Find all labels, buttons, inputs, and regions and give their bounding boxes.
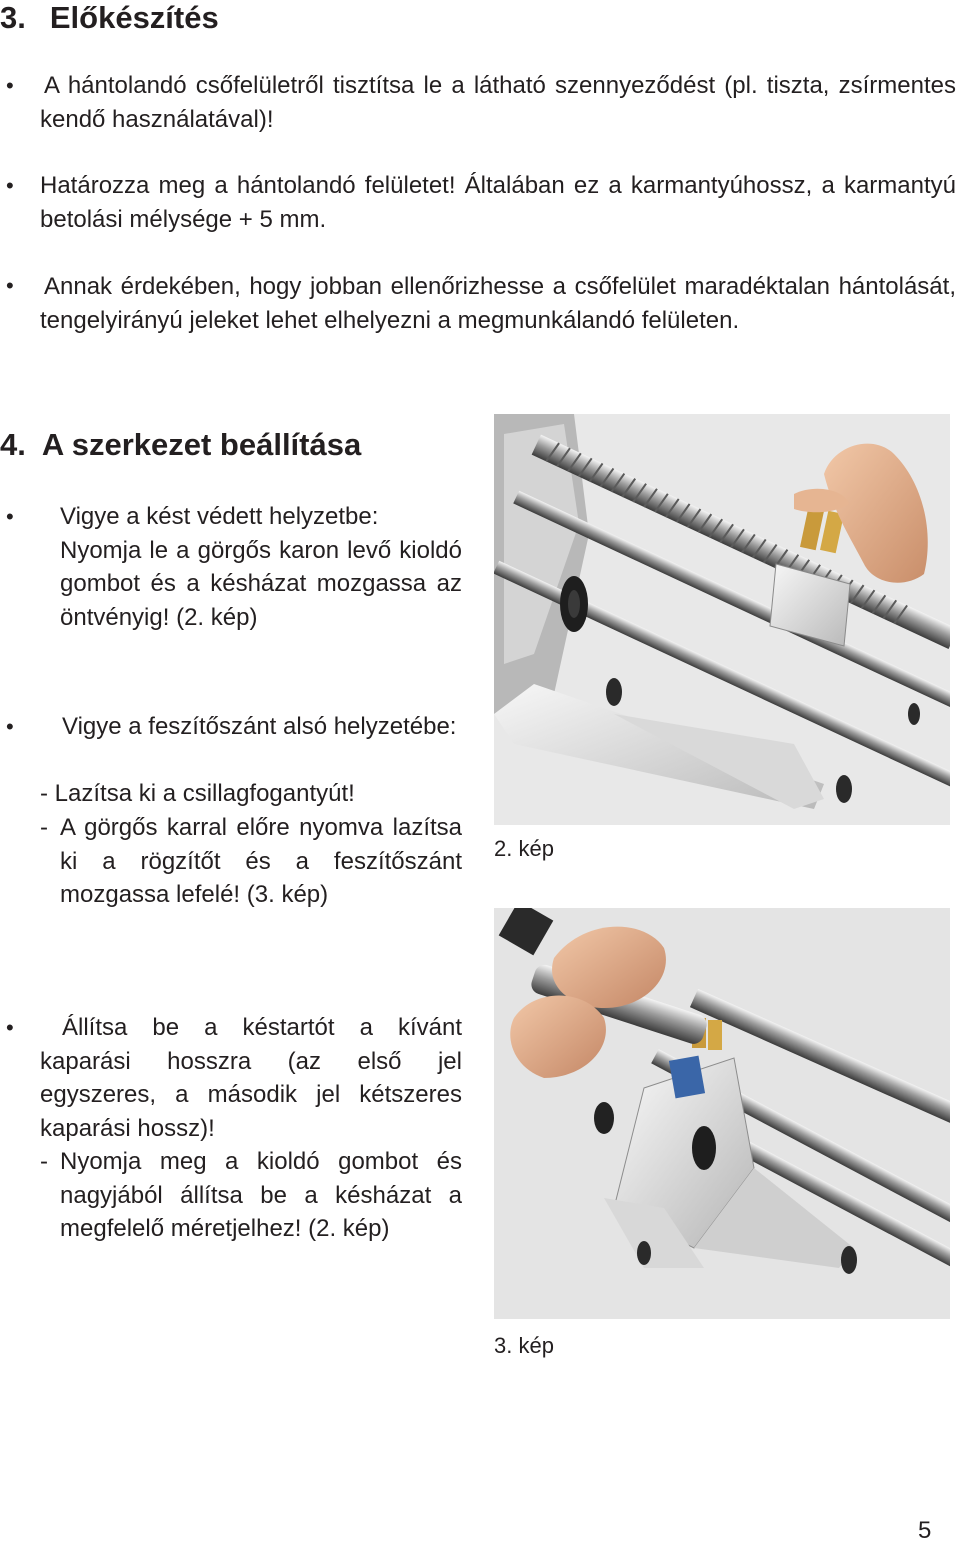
dash: -	[40, 1148, 48, 1175]
instruction-body: Nyomja le a görgős karon levő kioldó gombot és a késházat mozgassa az öntvényig! (2. kép)	[60, 536, 462, 631]
instruction-text	[60, 500, 462, 634]
bullet-icon: •	[6, 504, 14, 529]
instruction-sub: Nyomja meg a kioldó gombot és nagyjából állítsa be a késházat a megfelelő méretjelhez! (2. kép)	[60, 1148, 462, 1242]
instruction-lead: Vigye a kést védett helyzetbe:	[60, 503, 379, 530]
section-number: 4.	[0, 427, 26, 462]
section-number: 3.	[0, 0, 26, 35]
section-4-heading	[0, 427, 361, 463]
paragraph: A hántolandó csőfelületről tisztítsa le a látható szennyeződést (pl. tiszta, zsírmentes kendő használatával)!	[40, 72, 956, 133]
instruction-lead: Vigye a feszítőszánt alsó helyzetébe:	[62, 713, 457, 740]
section-3-heading	[0, 0, 219, 36]
figure-caption: 3. kép	[494, 1333, 554, 1358]
photo-3	[494, 908, 950, 1319]
bullet-icon: •	[6, 714, 14, 739]
bullet-icon: •	[6, 173, 14, 198]
section-title: A szerkezet beállítása	[41, 427, 362, 462]
bullet-icon: •	[6, 273, 14, 298]
section-title: Előkészítés	[49, 0, 219, 35]
page-number: 5	[918, 1517, 932, 1544]
tool-illustration	[494, 414, 950, 825]
photo-2	[494, 414, 950, 825]
paragraph: Annak érdekében, hogy jobban ellenőrizhesse a csőfelület maradéktalan hántolását, tengelyirányú jeleket lehet elhelyezni a megmunkálandó felületen.	[40, 273, 956, 334]
instruction-lead: Állítsa be a késtartót a kívánt kaparási hosszra (az első jel egyszeres, a második jel kétszeres kaparási hossz)!	[40, 1014, 462, 1142]
instruction-sub: A görgős karral előre nyomva lazítsa ki a rögzítőt és a feszítőszánt mozgassa lefelé! (3. kép)	[60, 814, 462, 908]
paragraph: Határozza meg a hántolandó felületet! Általában ez a karmantyúhossz, a karmantyú betolási mélysége + 5 mm.	[40, 172, 956, 233]
bullet-icon: •	[6, 73, 14, 98]
figure-caption: 2. kép	[494, 836, 554, 861]
bullet-icon: •	[6, 1015, 14, 1040]
tool-illustration	[494, 908, 950, 1319]
dash: -	[40, 814, 48, 841]
instruction-sub: - Lazítsa ki a csillagfogantyút!	[40, 780, 355, 807]
